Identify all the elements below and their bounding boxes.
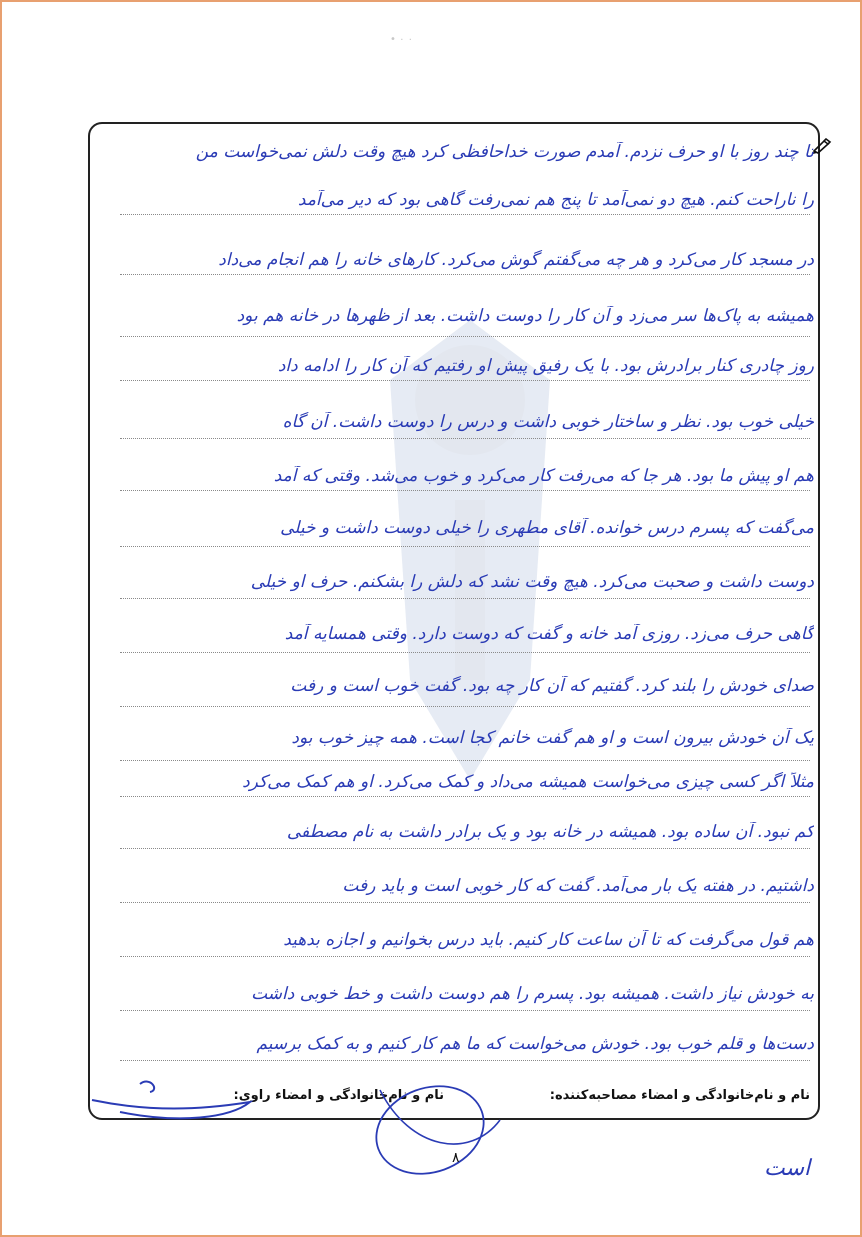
ruled-line bbox=[120, 760, 810, 761]
handwritten-line: همیشه به پاک‌ها سر می‌زد و آن کار را دوست داشت. بعد از ظهرها در خانه هم بود bbox=[236, 306, 814, 326]
scan-mark: • ۰ ۰ bbox=[390, 34, 413, 45]
ruled-line bbox=[120, 706, 810, 707]
ruled-line bbox=[120, 1060, 810, 1061]
handwritten-line: در مسجد کار می‌کرد و هر چه می‌گفتم گوش می‌کرد. کارهای خانه را هم انجام می‌داد bbox=[218, 250, 814, 270]
handwritten-line: یک آن خودش بیرون است و او هم گفت خانم کجا است. همه چیز خوب بود bbox=[291, 728, 814, 748]
ruled-line bbox=[120, 848, 810, 849]
interviewer-signature-label: نام و نام‌خانوادگی و امضاء مصاحبه‌کننده: bbox=[549, 1088, 810, 1103]
handwritten-line: تا چند روز با او حرف نزدم. آمدم صورت خداحافظی کرد هیچ وقت دلش نمی‌خواست من bbox=[195, 142, 814, 162]
ruled-line bbox=[120, 652, 810, 653]
handwritten-line: دوست داشت و صحبت می‌کرد. هیچ وقت نشد که دلش را بشکنم. حرف او خیلی bbox=[250, 572, 814, 592]
ruled-line bbox=[120, 902, 810, 903]
handwritten-line: می‌گفت که پسرم درس خوانده. آقای مطهری را خیلی دوست داشت و خیلی bbox=[280, 518, 814, 538]
handwritten-line: گاهی حرف می‌زد. روزی آمد خانه و گفت که دوست دارد. وقتی همسایه آمد bbox=[284, 624, 814, 644]
handwritten-line: به خودش نیاز داشت. همیشه بود. پسرم را هم دوست داشت و خط خوبی داشت bbox=[251, 984, 814, 1004]
ruled-line bbox=[120, 380, 810, 381]
handwritten-line: دست‌ها و قلم خوب بود. خودش می‌خواست که ما هم کار کنیم و به کمک برسیم bbox=[256, 1034, 814, 1054]
ruled-line bbox=[120, 438, 810, 439]
narrator-signature-label: نام و نام‌خانوادگی و امضاء راوی: bbox=[233, 1088, 444, 1103]
ruled-line bbox=[120, 274, 810, 275]
ruled-line bbox=[120, 336, 810, 337]
handwritten-line: روز چادری کنار برادرش بود. با یک رفیق پیش او رفتیم که آن کار را ادامه داد bbox=[277, 356, 814, 376]
handwritten-line: کم نبود. آن ساده بود. همیشه در خانه بود و یک برادر داشت به نام مصطفی bbox=[286, 822, 814, 842]
handwritten-line: هم قول می‌گرفت که تا آن ساعت کار کنیم. باید درس بخوانیم و اجازه بدهید bbox=[283, 930, 814, 950]
handwritten-line: هم او پیش ما بود. هر جا که می‌رفت کار می‌کرد و خوب می‌شد. وقتی که آمد bbox=[273, 466, 814, 486]
ruled-line bbox=[120, 490, 810, 491]
handwritten-line: را ناراحت کنم. هیچ دو نمی‌آمد تا پنج هم نمی‌رفت گاهی بود که دیر می‌آمد bbox=[297, 190, 814, 210]
page-number: ۸ bbox=[452, 1150, 460, 1166]
ruled-line bbox=[120, 796, 810, 797]
handwritten-line: صدای خودش را بلند کرد. گفتیم که آن کار چه بود. گفت خوب است و رفت bbox=[290, 676, 814, 696]
ruled-line bbox=[120, 1010, 810, 1011]
handwritten-line: مثلاً اگر کسی چیزی می‌خواست همیشه می‌داد و کمک می‌کرد. او هم کمک می‌کرد bbox=[242, 772, 814, 792]
ruled-line bbox=[120, 956, 810, 957]
pen-icon bbox=[812, 138, 832, 154]
handwritten-line: خیلی خوب بود. نظر و ساختار خوبی داشت و درس را دوست داشت. آن گاه bbox=[282, 412, 814, 432]
ruled-line bbox=[120, 546, 810, 547]
trailing-word: است bbox=[764, 1156, 811, 1181]
ruled-line bbox=[120, 214, 810, 215]
handwritten-line: داشتیم. در هفته یک بار می‌آمد. گفت که کار خوبی است و باید رفت bbox=[342, 876, 814, 896]
ruled-line bbox=[120, 598, 810, 599]
